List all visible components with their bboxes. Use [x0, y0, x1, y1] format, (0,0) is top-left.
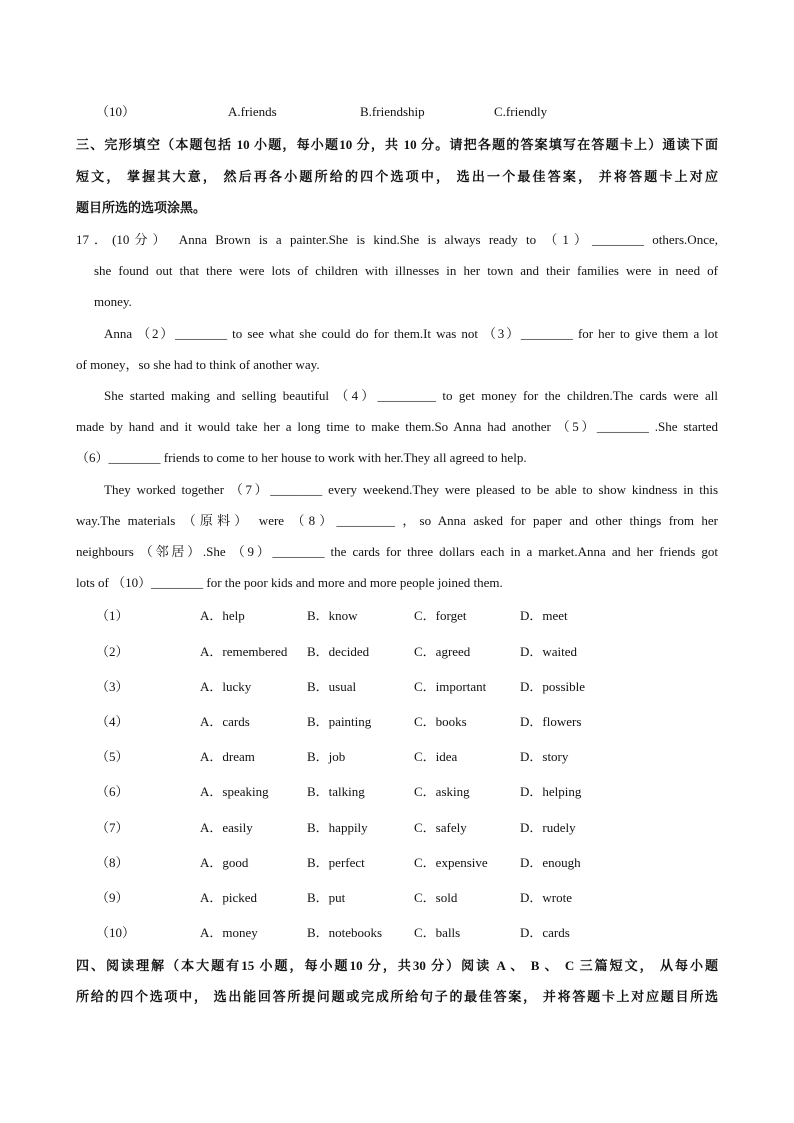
option-b: B．usual — [307, 679, 357, 694]
option-b: B．happily — [307, 820, 368, 835]
option-number: （2） — [96, 644, 129, 659]
option-c: C．books — [414, 714, 467, 729]
option-c: C．safely — [414, 820, 467, 835]
option-c: C．balls — [414, 925, 461, 940]
option-d: D．possible — [520, 679, 586, 694]
option-c: C．forget — [414, 608, 467, 623]
option-a: A．help — [200, 608, 245, 623]
option-d: D．helping — [520, 784, 582, 799]
passage-line: made by hand and it would take her a long time to make them.So Anna had another （5）________ .She started — [76, 419, 718, 434]
option-number: （8） — [96, 855, 129, 870]
option-a: A．picked — [200, 890, 258, 905]
option-c: C．sold — [414, 890, 458, 905]
option-d: D．cards — [520, 925, 570, 940]
option-number: （9） — [96, 890, 129, 905]
option-b: B．painting — [307, 714, 372, 729]
option-c: C．asking — [414, 784, 470, 799]
prev-question-number: （10） — [96, 104, 136, 119]
option-number: （7） — [96, 820, 129, 835]
option-a: A．remembered — [200, 644, 288, 659]
section4-line: 所给的四个选项中， 选出能回答所提问题或完成所给句子的最佳答案， 并将答题卡上对应题目所选 — [76, 989, 718, 1004]
prev-option-c: C.friendly — [494, 104, 548, 119]
passage-line: She started making and selling beautiful （4）_________ to get money for the children.The cards were all — [104, 388, 718, 403]
section3-line: 短文， 掌握其大意， 然后再各小题所给的四个选项中， 选出一个最佳答案， 并将答题卡上对应 — [76, 169, 718, 184]
passage-line: money. — [94, 294, 132, 309]
option-a: A．dream — [200, 749, 255, 764]
option-d: D．story — [520, 749, 569, 764]
passage-line: neighbours （邻居）.She （9）________ the cards for three dollars each in a market.Anna and her friends got — [76, 544, 718, 559]
option-c: C．agreed — [414, 644, 471, 659]
option-number: （6） — [96, 784, 129, 799]
section3-line: 三、完形填空（本题包括 10 小题，每小题10 分，共 10 分。请把各题的答案填写在答题卡上）通读下面 — [76, 137, 718, 152]
option-d: D．waited — [520, 644, 578, 659]
option-b: B．perfect — [307, 855, 365, 870]
option-d: D．enough — [520, 855, 581, 870]
option-b: B．decided — [307, 644, 370, 659]
passage-line: way.The materials （原料） were （8）_________ ，so Anna asked for paper and other things from her — [76, 513, 718, 528]
option-d: D．flowers — [520, 714, 582, 729]
passage-line: lots of （10）________ for the poor kids and more and more people joined them. — [76, 575, 503, 590]
option-a: A．easily — [200, 820, 253, 835]
option-c: C．important — [414, 679, 487, 694]
option-b: B．notebooks — [307, 925, 383, 940]
option-a: A．money — [200, 925, 258, 940]
option-number: （1） — [96, 608, 129, 623]
section4-line: 四、阅读理解（本大题有15 小题，每小题10 分，共30 分）阅读 A 、 B 、 C 三篇短文， 从每小题 — [76, 958, 718, 973]
option-number: （3） — [96, 679, 129, 694]
option-d: D．meet — [520, 608, 568, 623]
option-d: D．wrote — [520, 890, 572, 905]
passage-line: of money，so she had to think of another way. — [76, 357, 320, 372]
passage-line: They worked together （7）________ every weekend.They were pleased to be able to show kindness in this — [104, 482, 718, 497]
section3-line: 题目所选的选项涂黑。 — [76, 200, 207, 215]
option-b: B．put — [307, 890, 346, 905]
option-a: A．good — [200, 855, 249, 870]
passage-line: 17．(10分） Anna Brown is a painter.She is kind.She is always ready to （1）________ others.Once, — [76, 232, 718, 247]
option-a: A．cards — [200, 714, 250, 729]
option-number: （4） — [96, 714, 129, 729]
prev-option-b: B.friendship — [360, 104, 425, 119]
option-a: A．speaking — [200, 784, 269, 799]
option-b: B．talking — [307, 784, 365, 799]
passage-line: Anna （2）________ to see what she could do for them.It was not （3）________ for her to give them a lot — [104, 326, 718, 341]
option-number: （10） — [96, 925, 136, 940]
passage-line: she found out that there were lots of children with illnesses in her town and their families were in need of — [94, 263, 718, 278]
option-c: C．idea — [414, 749, 458, 764]
option-c: C．expensive — [414, 855, 488, 870]
passage-line: （6）________ friends to come to her house to work with her.They all agreed to help. — [76, 450, 527, 465]
option-b: B．job — [307, 749, 346, 764]
option-number: （5） — [96, 749, 129, 764]
option-d: D．rudely — [520, 820, 576, 835]
prev-option-a: A.friends — [228, 104, 277, 119]
option-b: B．know — [307, 608, 358, 623]
option-a: A．lucky — [200, 679, 252, 694]
